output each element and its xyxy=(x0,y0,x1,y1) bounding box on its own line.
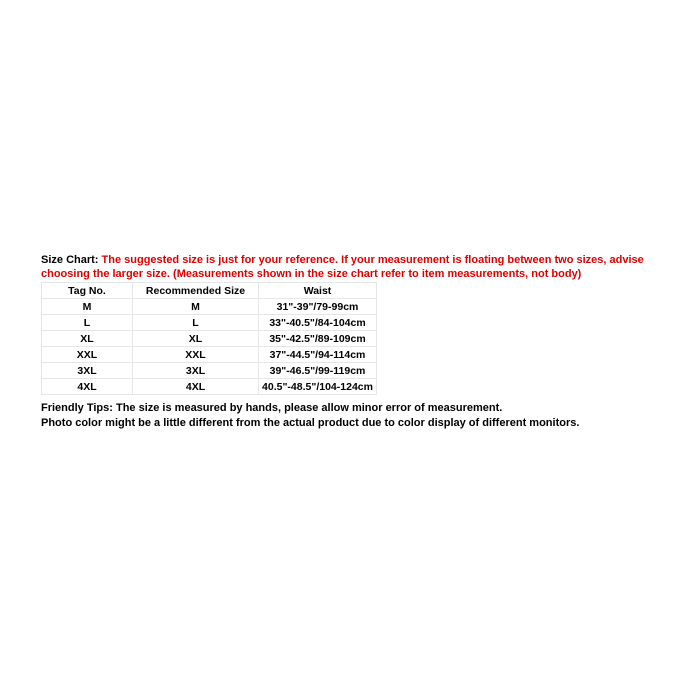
header-waist: Waist xyxy=(259,283,377,299)
tips-line-color: Photo color might be a little different from the actual product due to color display of different monitors. xyxy=(41,417,580,429)
cell-waist: 33"-40.5"/84-104cm xyxy=(259,315,377,331)
size-chart-section xyxy=(41,253,681,431)
cell-recommended-size: L xyxy=(133,315,259,331)
cell-waist: 35"-42.5"/89-109cm xyxy=(259,331,377,347)
cell-tag-no: L xyxy=(42,315,133,331)
table-row xyxy=(42,331,377,347)
cell-tag-no: XXL xyxy=(42,347,133,363)
cell-recommended-size: 3XL xyxy=(133,363,259,379)
size-chart-label: Size Chart: xyxy=(41,254,99,266)
size-chart-note: The suggested size is just for your reference. If your measurement is floating between two sizes, advise choosing the larger size. (Measurements shown in the size chart refer to item measurements, not body) xyxy=(41,254,644,280)
size-chart-intro xyxy=(41,253,681,281)
cell-waist: 31"-39"/79-99cm xyxy=(259,299,377,315)
tips-line-measurement: Friendly Tips: The size is measured by hands, please allow minor error of measurement. xyxy=(41,402,503,414)
cell-recommended-size: M xyxy=(133,299,259,315)
cell-waist: 40.5"-48.5"/104-124cm xyxy=(259,379,377,395)
table-header-row xyxy=(42,283,377,299)
cell-tag-no: 4XL xyxy=(42,379,133,395)
cell-tag-no: 3XL xyxy=(42,363,133,379)
table-row xyxy=(42,379,377,395)
cell-recommended-size: 4XL xyxy=(133,379,259,395)
table-row xyxy=(42,315,377,331)
cell-recommended-size: XL xyxy=(133,331,259,347)
cell-tag-no: XL xyxy=(42,331,133,347)
friendly-tips xyxy=(41,401,681,431)
table-row xyxy=(42,299,377,315)
size-table xyxy=(41,282,377,395)
header-recommended-size: Recommended Size xyxy=(133,283,259,299)
cell-tag-no: M xyxy=(42,299,133,315)
cell-recommended-size: XXL xyxy=(133,347,259,363)
table-row xyxy=(42,363,377,379)
cell-waist: 37"-44.5"/94-114cm xyxy=(259,347,377,363)
table-row xyxy=(42,347,377,363)
cell-waist: 39"-46.5"/99-119cm xyxy=(259,363,377,379)
header-tag-no: Tag No. xyxy=(42,283,133,299)
